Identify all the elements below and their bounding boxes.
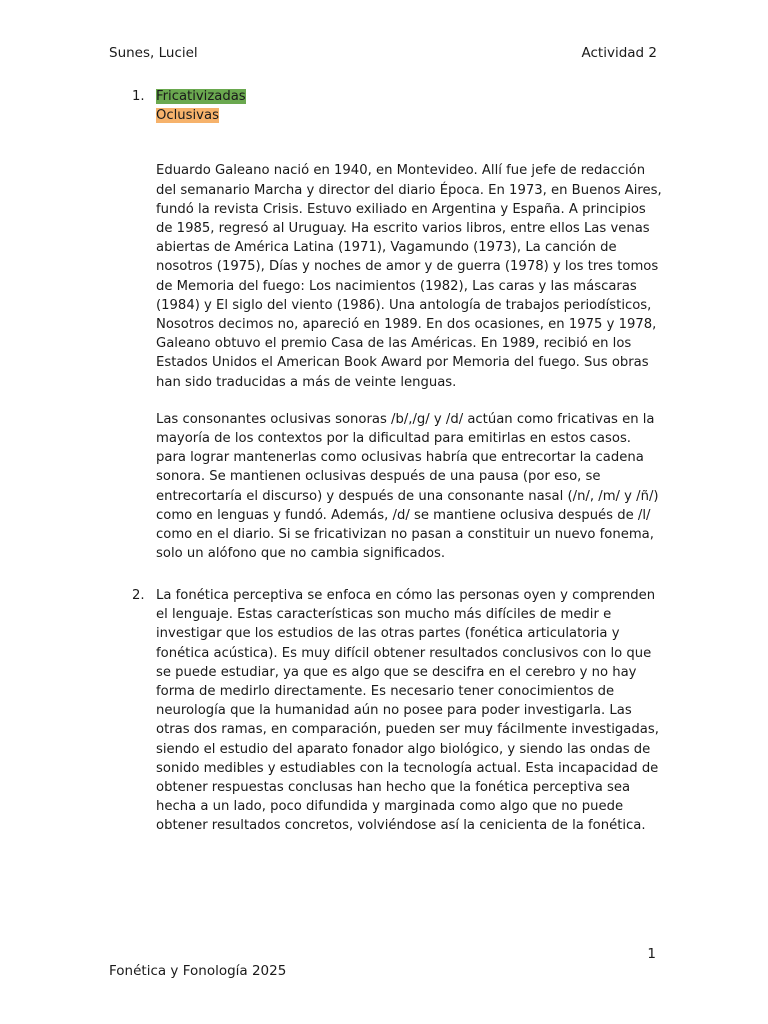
header-author: Sunes, Luciel (109, 45, 198, 61)
item-2 (132, 586, 662, 836)
item-number: 2. (132, 588, 145, 603)
footer-course: Fonética y Fonología 2025 (109, 963, 287, 979)
item-number: 1. (132, 89, 145, 104)
galeano-paragraph: Eduardo Galeano nació en 1940, en Montevideo. Allí fue jefe de redacción del semanario Marcha y director del diario Época. En 1973, en Buenos Aires, fundó la revista Crisis. Estuvo exiliado en Argentina y España. A principios de 1985, regresó al Uruguay. Ha escrito varios libros, entre ellos Las venas abiertas de América Latina (1971), Vagamundo (1973), La canción de nosotros (1975), Días y noches de amor y de guerra (1978) y los tres tomos de Memoria del fuego: Los nacimientos (1982), Las caras y las máscaras (1984) y El siglo del viento (1986). Una antología de trabajos periodísticos, Nosotros decimos no, apareció en 1989. En dos ocasiones, en 1975 y 1978, Galeano obtuvo el premio Casa de las Américas. En 1989, recibió en los Estados Unidos el American Book Award por Memoria del fuego. Sus obras han sido traducidas a más de veinte lenguas. (156, 163, 662, 390)
page-number: 1 (647, 946, 656, 962)
legend-fricativizadas: Fricativizadas (156, 89, 246, 104)
item-1 (132, 87, 662, 563)
legend-oclusivas: Oclusivas (156, 108, 219, 124)
perceptive-phonetics-paragraph: La fonética perceptiva se enfoca en cómo las personas oyen y comprenden el lenguaje. Estas características son mucho más difíciles de medir e investigar que los estudios de las otras partes (fonética articulatoria y fonética acústica). Es muy difícil obtener resultados conclusivos con lo que se puede estudiar, ya que es algo que se descifra en el cerebro y no hay forma de medirlo directamente. Es necesario tener conocimientos de neurología que la humanidad aún no posee para poder investigarla. Las otras dos ramas, en comparación, pueden ser muy fácilmente investigadas, siendo el estudio del aparato fonador algo biológico, y siendo las ondas de sonido medibles y estudiables con la tecnología actual. Esta incapacidad de obtener respuestas conclusas han hecho que la fonética perceptiva sea hecha a un lado, poco difundida y marginada como algo que no puede obtener resultados concretos, volviéndose así la cenicienta de la fonética. (156, 588, 659, 834)
header-activity: Actividad 2 (581, 45, 657, 61)
explanation-paragraph: Las consonantes oclusivas sonoras /b/,/g/ y /d/ actúan como fricativas en la mayoría de los contextos por la dificultad para emitirlas en estos casos. para lograr mantenerlas como oclusivas habría que entrecortar la cadena sonora. Se mantienen oclusivas después de una pausa (por eso, se entrecortaría el discurso) y después de una consonante nasal (/n/, /m/ y /ñ/) como en lenguas y fundó. Además, /d/ se mantiene oclusiva después de /l/ como en el diario. Si se fricativizan no pasan a constituir un nuevo fonema, solo un alófono que no cambia significados. (156, 411, 659, 562)
